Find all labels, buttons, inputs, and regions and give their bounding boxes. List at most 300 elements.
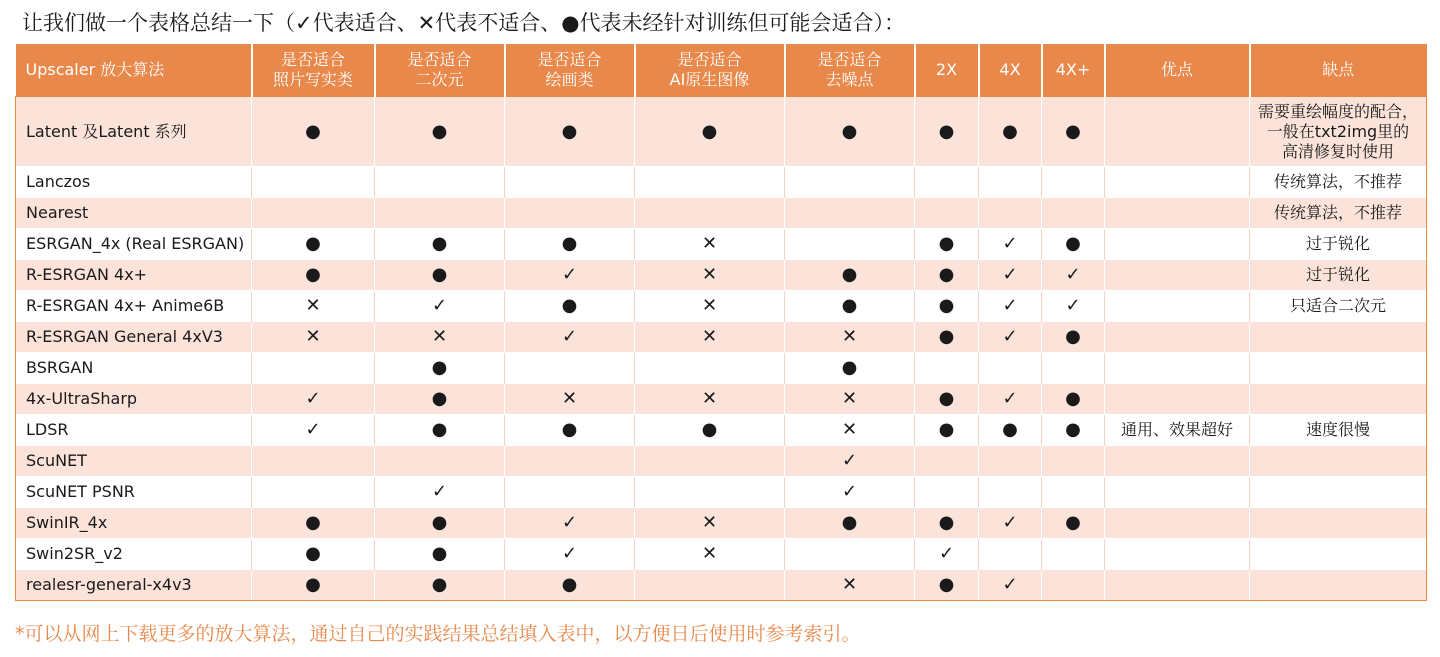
suitability-mark: ✓ (1002, 295, 1018, 316)
suitability-cell (252, 260, 375, 291)
suitability-cell (375, 446, 505, 477)
cons-cell (1250, 229, 1427, 260)
suitability-mark: ✕ (701, 543, 718, 564)
table-row (16, 415, 1427, 446)
algorithm-name: Nearest (16, 198, 252, 229)
table-row (16, 353, 1427, 384)
cons-line: 传统算法，不推荐 (1273, 203, 1402, 222)
header-2x (915, 44, 979, 97)
suitability-mark: ● (431, 233, 448, 254)
suitability-cell (375, 167, 505, 198)
suitability-cell (915, 260, 979, 291)
suitability-cell (1042, 570, 1105, 601)
suitability-cell (252, 570, 375, 601)
algorithm-name: R-ESRGAN 4x+ (16, 260, 252, 291)
suitability-cell (915, 415, 979, 446)
suitability-cell (635, 508, 785, 539)
table-row (16, 446, 1427, 477)
suitability-mark: ● (938, 388, 955, 409)
cons-cell (1250, 539, 1427, 570)
footnote: *可以从网上下载更多的放大算法，通过自己的实践结果总结填入表中，以方便日后使用时参考索引。 (15, 623, 861, 645)
cons-line: 过于锐化 (1305, 234, 1370, 253)
suitability-cell (252, 322, 375, 353)
suitability-mark: ● (561, 295, 578, 316)
suitability-mark: ● (938, 574, 955, 595)
table-row (16, 539, 1427, 570)
algorithm-name: realesr-general-x4v3 (16, 570, 252, 601)
suitability-mark: ✓ (1002, 326, 1018, 347)
suitability-mark: ✕ (305, 326, 321, 347)
suitability-mark: ✕ (701, 264, 718, 285)
suitability-mark: ✓ (1065, 264, 1081, 285)
suitability-cell (505, 446, 635, 477)
cons-line: 高清修复时使用 (1281, 141, 1394, 161)
suitability-mark: ✕ (701, 326, 718, 347)
suitability-mark: ● (1065, 388, 1081, 409)
pros-cell (1105, 322, 1250, 353)
suitability-cell (785, 353, 915, 384)
cons-cell (1250, 97, 1427, 167)
algorithm-name: Swin2SR_v2 (16, 539, 252, 570)
suitability-mark: ● (701, 120, 718, 142)
suitability-cell (1042, 446, 1105, 477)
algorithm-name: LDSR (16, 415, 252, 446)
suitability-mark: ● (938, 233, 955, 254)
suitability-mark: ● (938, 512, 955, 533)
suitability-mark: ✓ (305, 419, 321, 440)
suitability-mark: ✓ (431, 481, 448, 502)
suitability-cell (252, 477, 375, 508)
page-title: 让我们做一个表格总结一下（✓代表适合、✕代表不适合、●代表未经针对训练但可能会适合）： (22, 11, 906, 35)
suitability-cell (252, 229, 375, 260)
suitability-cell (635, 384, 785, 415)
suitability-cell (785, 446, 915, 477)
pros-cell (1105, 508, 1250, 539)
suitability-cell (979, 260, 1042, 291)
suitability-cell (915, 539, 979, 570)
suitability-mark: ✕ (701, 233, 718, 254)
algorithm-name: ScuNET (16, 446, 252, 477)
suitability-cell (252, 446, 375, 477)
pros-cell (1105, 260, 1250, 291)
header-line-1: Upscaler 放大算法 (25, 60, 165, 79)
suitability-cell (252, 539, 375, 570)
suitability-cell (505, 229, 635, 260)
header-line-1: 2X (935, 60, 958, 79)
cons-line: 过于锐化 (1305, 265, 1370, 284)
header-line-2: 二次元 (415, 70, 464, 89)
pros-cell (1105, 353, 1250, 384)
pros-cell (1105, 570, 1250, 601)
header-photo (252, 44, 375, 97)
table-row (16, 322, 1427, 353)
suitability-mark: ✓ (1065, 295, 1081, 316)
suitability-cell (635, 322, 785, 353)
suitability-cell (505, 322, 635, 353)
suitability-cell (785, 322, 915, 353)
suitability-cell (505, 167, 635, 198)
suitability-mark: ● (1065, 326, 1081, 347)
suitability-cell (635, 198, 785, 229)
header-line-1: 优点 (1160, 60, 1193, 79)
suitability-cell (635, 570, 785, 601)
suitability-mark: ● (938, 120, 955, 142)
suitability-cell (375, 198, 505, 229)
table-row (16, 167, 1427, 198)
suitability-cell (505, 384, 635, 415)
algorithm-name: ESRGAN_4x (Real ESRGAN) (16, 229, 252, 260)
suitability-cell (505, 415, 635, 446)
suitability-cell (635, 97, 785, 167)
cons-cell (1250, 508, 1427, 539)
suitability-cell (1042, 198, 1105, 229)
suitability-mark: ● (1065, 419, 1081, 440)
suitability-mark: ✓ (1002, 388, 1018, 409)
suitability-mark: ● (305, 543, 321, 564)
suitability-cell (1042, 384, 1105, 415)
suitability-mark: ● (561, 233, 578, 254)
suitability-mark: ✕ (701, 512, 718, 533)
table-row (16, 508, 1427, 539)
suitability-cell (635, 353, 785, 384)
suitability-cell (979, 167, 1042, 198)
suitability-mark: ✕ (841, 388, 858, 409)
suitability-mark: ● (701, 419, 718, 440)
suitability-cell (252, 384, 375, 415)
suitability-mark: ✕ (431, 326, 448, 347)
suitability-mark: ✕ (305, 295, 321, 316)
algorithm-name: ScuNET PSNR (16, 477, 252, 508)
cons-cell (1250, 570, 1427, 601)
suitability-cell (785, 291, 915, 322)
suitability-cell (635, 260, 785, 291)
suitability-mark: ● (841, 512, 858, 533)
suitability-mark: ● (1002, 419, 1018, 440)
cons-cell (1250, 384, 1427, 415)
suitability-mark: ✕ (841, 326, 858, 347)
suitability-mark: ✓ (561, 264, 578, 285)
suitability-mark: ● (305, 512, 321, 533)
suitability-cell (505, 198, 635, 229)
header-ai-native (635, 44, 785, 97)
suitability-cell (979, 322, 1042, 353)
suitability-cell (505, 353, 635, 384)
suitability-cell (635, 291, 785, 322)
suitability-cell (252, 353, 375, 384)
pros-cell (1105, 229, 1250, 260)
table-row (16, 477, 1427, 508)
suitability-cell (375, 229, 505, 260)
suitability-cell (1042, 322, 1105, 353)
suitability-cell (979, 353, 1042, 384)
suitability-cell (785, 539, 915, 570)
header-line-2: 绘画类 (545, 70, 594, 89)
header-line-1: 是否适合 (407, 50, 472, 69)
suitability-mark: ● (305, 264, 321, 285)
suitability-cell (505, 291, 635, 322)
suitability-cell (1042, 539, 1105, 570)
suitability-cell (979, 384, 1042, 415)
suitability-mark: ✓ (841, 450, 858, 471)
suitability-mark: ● (305, 574, 321, 595)
pros-cell: 通用、效果超好 (1105, 415, 1250, 446)
suitability-cell (375, 570, 505, 601)
suitability-mark: ● (561, 574, 578, 595)
cons-cell (1250, 415, 1427, 446)
suitability-cell (785, 198, 915, 229)
suitability-cell (375, 322, 505, 353)
suitability-cell (979, 198, 1042, 229)
suitability-mark: ● (431, 419, 448, 440)
suitability-mark: ✓ (561, 326, 578, 347)
algorithm-name: Lanczos (16, 167, 252, 198)
header-cons (1250, 44, 1427, 97)
header-line-1: 4X (999, 60, 1021, 79)
suitability-cell (979, 415, 1042, 446)
suitability-cell (1042, 260, 1105, 291)
suitability-cell (375, 97, 505, 167)
suitability-cell (505, 508, 635, 539)
cons-cell (1250, 167, 1427, 198)
header-anime (375, 44, 505, 97)
header-line-1: 是否适合 (677, 50, 742, 69)
table-row (16, 384, 1427, 415)
suitability-cell (915, 508, 979, 539)
table-row (16, 570, 1427, 601)
suitability-cell (375, 291, 505, 322)
suitability-mark: ✕ (841, 574, 858, 595)
suitability-mark: ● (431, 357, 448, 378)
pros-cell (1105, 384, 1250, 415)
suitability-cell (979, 229, 1042, 260)
suitability-cell (1042, 229, 1105, 260)
suitability-cell (1042, 415, 1105, 446)
suitability-cell (375, 539, 505, 570)
suitability-cell (785, 229, 915, 260)
suitability-mark: ● (841, 295, 858, 316)
header-line-1: 是否适合 (280, 50, 345, 69)
suitability-cell (915, 291, 979, 322)
suitability-cell (375, 415, 505, 446)
cons-cell (1250, 291, 1427, 322)
header-line-1: 是否适合 (817, 50, 882, 69)
suitability-mark: ● (938, 295, 955, 316)
suitability-cell (1042, 508, 1105, 539)
suitability-cell (375, 477, 505, 508)
suitability-mark: ● (1065, 512, 1081, 533)
cons-cell (1250, 198, 1427, 229)
suitability-mark: ● (431, 264, 448, 285)
suitability-mark: ● (561, 419, 578, 440)
suitability-cell (505, 539, 635, 570)
suitability-cell (635, 539, 785, 570)
suitability-cell (979, 97, 1042, 167)
suitability-cell (785, 260, 915, 291)
suitability-mark: ✓ (1002, 264, 1018, 285)
suitability-mark: ● (1065, 233, 1081, 254)
suitability-mark: ● (1002, 120, 1018, 142)
header-denoise (785, 44, 915, 97)
suitability-cell (915, 322, 979, 353)
suitability-cell (1042, 353, 1105, 384)
suitability-mark: ✓ (1002, 512, 1018, 533)
suitability-cell (505, 477, 635, 508)
cons-cell (1250, 446, 1427, 477)
suitability-cell (635, 477, 785, 508)
upscaler-comparison-table (15, 44, 1427, 601)
suitability-cell (505, 260, 635, 291)
header-pros (1105, 44, 1250, 97)
suitability-cell (252, 291, 375, 322)
suitability-cell (915, 384, 979, 415)
suitability-cell (915, 446, 979, 477)
suitability-mark: ● (841, 264, 858, 285)
suitability-cell (785, 97, 915, 167)
algorithm-name: SwinIR_4x (16, 508, 252, 539)
suitability-cell (635, 167, 785, 198)
suitability-cell (915, 229, 979, 260)
suitability-cell (915, 570, 979, 601)
header-4x (979, 44, 1042, 97)
suitability-cell (505, 97, 635, 167)
suitability-mark: ● (938, 264, 955, 285)
suitability-mark: ✓ (431, 295, 448, 316)
pros-cell (1105, 291, 1250, 322)
suitability-cell (915, 97, 979, 167)
suitability-cell (505, 570, 635, 601)
header-line-2: 去噪点 (825, 70, 874, 89)
pros-cell (1105, 539, 1250, 570)
suitability-mark: ✓ (561, 512, 578, 533)
suitability-mark: ● (431, 543, 448, 564)
header-algorithm (16, 44, 252, 97)
suitability-mark: ✕ (701, 388, 718, 409)
suitability-mark: ✕ (701, 295, 718, 316)
table-header-row (16, 44, 1427, 97)
header-line-1: 4X+ (1055, 60, 1091, 79)
header-painting (505, 44, 635, 97)
cons-line: 传统算法，不推荐 (1273, 172, 1402, 191)
suitability-cell (785, 477, 915, 508)
suitability-cell (1042, 167, 1105, 198)
suitability-mark: ● (431, 512, 448, 533)
suitability-mark: ● (431, 120, 448, 142)
suitability-mark: ● (561, 120, 578, 142)
suitability-cell (252, 167, 375, 198)
algorithm-name: BSRGAN (16, 353, 252, 384)
suitability-cell (785, 508, 915, 539)
suitability-cell (1042, 291, 1105, 322)
suitability-cell (979, 570, 1042, 601)
suitability-mark: ✕ (561, 388, 578, 409)
suitability-cell (915, 477, 979, 508)
suitability-cell (635, 229, 785, 260)
suitability-mark: ● (305, 120, 321, 142)
cons-cell (1250, 353, 1427, 384)
suitability-mark: ● (431, 574, 448, 595)
suitability-cell (785, 570, 915, 601)
suitability-mark: ● (431, 388, 448, 409)
algorithm-name: 4x-UltraSharp (16, 384, 252, 415)
suitability-mark: ✓ (938, 543, 955, 564)
suitability-cell (915, 353, 979, 384)
suitability-cell (375, 508, 505, 539)
suitability-cell (915, 167, 979, 198)
suitability-cell (979, 477, 1042, 508)
suitability-mark: ✓ (841, 481, 858, 502)
suitability-cell (635, 446, 785, 477)
algorithm-name: R-ESRGAN 4x+ Anime6B (16, 291, 252, 322)
header-4x-plus (1042, 44, 1105, 97)
suitability-cell (1042, 97, 1105, 167)
algorithm-name: R-ESRGAN General 4xV3 (16, 322, 252, 353)
pros-cell (1105, 97, 1250, 167)
suitability-cell (785, 167, 915, 198)
cons-line: 需要重绘幅度的配合， (1257, 101, 1418, 121)
pros-cell (1105, 167, 1250, 198)
suitability-mark: ● (938, 419, 955, 440)
suitability-cell (375, 260, 505, 291)
header-line-1: 缺点 (1322, 60, 1355, 79)
suitability-cell (915, 198, 979, 229)
pros-cell (1105, 446, 1250, 477)
suitability-cell (979, 539, 1042, 570)
suitability-mark: ● (305, 233, 321, 254)
table-row (16, 198, 1427, 229)
suitability-mark: ✓ (1002, 574, 1018, 595)
suitability-cell (375, 384, 505, 415)
table-body (16, 97, 1427, 601)
suitability-mark: ● (938, 326, 955, 347)
cons-cell (1250, 322, 1427, 353)
suitability-cell (785, 384, 915, 415)
suitability-cell (252, 415, 375, 446)
cons-cell (1250, 260, 1427, 291)
table-row (16, 229, 1427, 260)
suitability-cell (1042, 477, 1105, 508)
suitability-cell (375, 353, 505, 384)
header-line-1: 是否适合 (537, 50, 602, 69)
algorithm-name: Latent 及Latent 系列 (16, 97, 252, 167)
suitability-cell (979, 508, 1042, 539)
suitability-cell (635, 415, 785, 446)
header-line-2: AI原生图像 (669, 70, 750, 89)
suitability-mark: ● (1065, 120, 1081, 142)
pros-cell (1105, 198, 1250, 229)
cons-line: 只适合二次元 (1289, 296, 1386, 315)
suitability-cell (979, 291, 1042, 322)
cons-line: 速度很慢 (1305, 420, 1370, 439)
suitability-mark: ● (841, 120, 858, 142)
suitability-mark: ✓ (305, 388, 321, 409)
table-row (16, 291, 1427, 322)
suitability-mark: ✕ (841, 419, 858, 440)
cons-cell (1250, 477, 1427, 508)
suitability-cell (252, 97, 375, 167)
suitability-cell (252, 508, 375, 539)
suitability-cell (252, 198, 375, 229)
suitability-mark: ✓ (1002, 233, 1018, 254)
suitability-cell (979, 446, 1042, 477)
table-row (16, 97, 1427, 167)
suitability-mark: ✓ (561, 543, 578, 564)
suitability-cell (785, 415, 915, 446)
cons-line: 一般在txt2img里的 (1266, 121, 1410, 141)
header-line-2: 照片写实类 (272, 70, 353, 89)
suitability-mark: ● (841, 357, 858, 378)
table-row (16, 260, 1427, 291)
pros-cell (1105, 477, 1250, 508)
